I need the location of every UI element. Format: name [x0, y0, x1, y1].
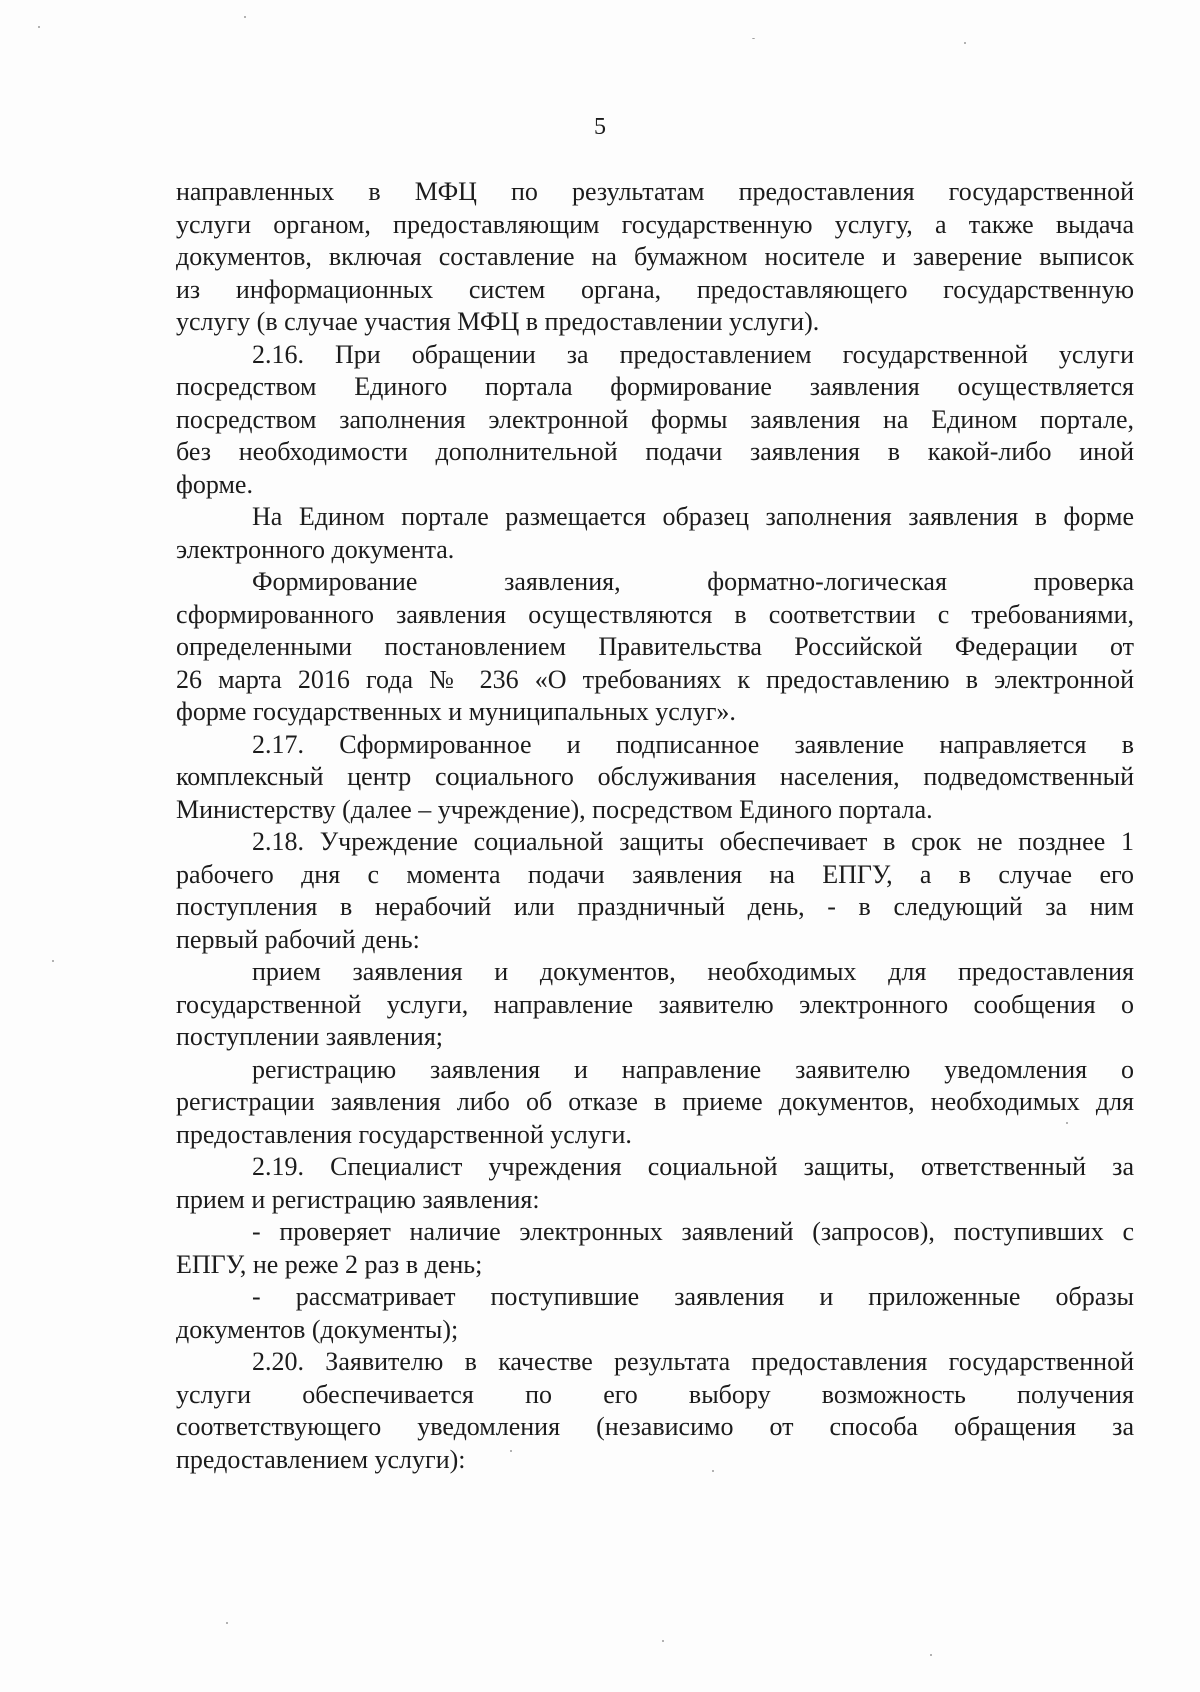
text-line: посредством заполнения электронной формы заявления на Едином портале,: [176, 404, 1134, 434]
text-line: без необходимости дополнительной подачи заявления в какой-либо иной: [176, 437, 1134, 466]
text-line: регистрации заявления либо об отказе в приеме документов, необходимых для: [176, 1087, 1134, 1116]
text-line: форме государственных и муниципальных услуг».: [176, 697, 736, 726]
text-line: определенными постановлением Правительства Российской Федерации от: [176, 632, 1134, 661]
text-line: 2.19. Специалист учреждения социальной защиты, ответственный за: [252, 1152, 1134, 1181]
scan-speck: [226, 1622, 228, 1624]
text-line: документов, включая составление на бумажном носителе и заверение выписок: [176, 242, 1134, 271]
text-line: 2.17. Сформированное и подписанное заявление направляется в: [252, 729, 1134, 759]
text-line: поступлении заявления;: [176, 1022, 444, 1051]
text-line: рабочего дня с момента подачи заявления на ЕПГУ, а в случае его: [176, 859, 1134, 889]
page-number: 5: [594, 114, 606, 140]
text-line: сформированного заявления осуществляются в соответствии с требованиями,: [176, 599, 1134, 629]
text-line: 2.16. При обращении за предоставлением государственной услуги: [252, 339, 1134, 369]
text-line: посредством Единого портала формирование заявления осуществляется: [176, 372, 1134, 401]
text-line: ЕПГУ, не реже 2 раз в день;: [176, 1249, 483, 1279]
text-line: прием заявления и документов, необходимых для предоставления: [252, 957, 1134, 986]
scan-speck: [510, 1450, 512, 1452]
scan-speck: [930, 1654, 932, 1656]
text-line: Министерству (далее – учреждение), посредством Единого портала.: [176, 794, 933, 824]
text-line: На Едином портале размещается образец заполнения заявления в форме: [252, 502, 1134, 531]
text-line: соответствующего уведомления (независимо от способа обращения за: [176, 1412, 1134, 1441]
text-line: 2.20. Заявителю в качестве результата предоставления государственной: [252, 1347, 1134, 1376]
text-line: регистрацию заявления и направление заявителю уведомления о: [252, 1054, 1134, 1084]
text-line: документов (документы);: [176, 1314, 459, 1344]
scan-speck: [662, 1640, 664, 1642]
scan-speck: [1066, 1122, 1068, 1124]
text-line: из информационных систем органа, предоставляющего государственную: [176, 274, 1134, 304]
document-body: [176, 176, 1134, 1476]
text-line: - проверяет наличие электронных заявлений (запросов), поступивших с: [252, 1217, 1134, 1246]
scan-speck: [38, 26, 40, 28]
text-line: услуги обеспечивается по его выбору возможность получения: [176, 1379, 1134, 1409]
text-line: электронного документа.: [176, 534, 455, 564]
text-line: прием и регистрацию заявления:: [176, 1184, 540, 1214]
scan-speck: [244, 16, 246, 18]
text-line: форме.: [176, 469, 253, 499]
text-line: государственной услуги, направление заявителю электронного сообщения о: [176, 989, 1134, 1019]
text-line: 26 марта 2016 года № 236 «О требованиях к предоставлению в электронной: [176, 664, 1134, 694]
scan-speck: [712, 1470, 714, 1472]
scan-speck: [52, 960, 54, 962]
text-line: Формирование заявления, форматно-логическая проверка: [252, 567, 1134, 596]
scan-speck: [752, 38, 755, 39]
text-line: 2.18. Учреждение социальной защиты обеспечивает в срок не позднее 1: [252, 827, 1134, 856]
text-line: направленных в МФЦ по результатам предоставления государственной: [176, 177, 1134, 206]
text-line: предоставления государственной услуги.: [176, 1119, 632, 1149]
text-line: поступления в нерабочий или праздничный день, - в следующий за ним: [176, 892, 1134, 921]
text-line: услуги органом, предоставляющим государственную услугу, а также выдача: [176, 209, 1134, 239]
text-line: первый рабочий день:: [176, 924, 420, 954]
text-line: комплексный центр социального обслуживания населения, подведомственный: [176, 762, 1134, 791]
text-line: предоставлением услуги):: [176, 1444, 466, 1474]
scan-speck: [964, 42, 966, 44]
text-line: - рассматривает поступившие заявления и приложенные образы: [252, 1282, 1134, 1311]
text-line: услугу (в случае участия МФЦ в предоставлении услуги).: [176, 307, 820, 336]
